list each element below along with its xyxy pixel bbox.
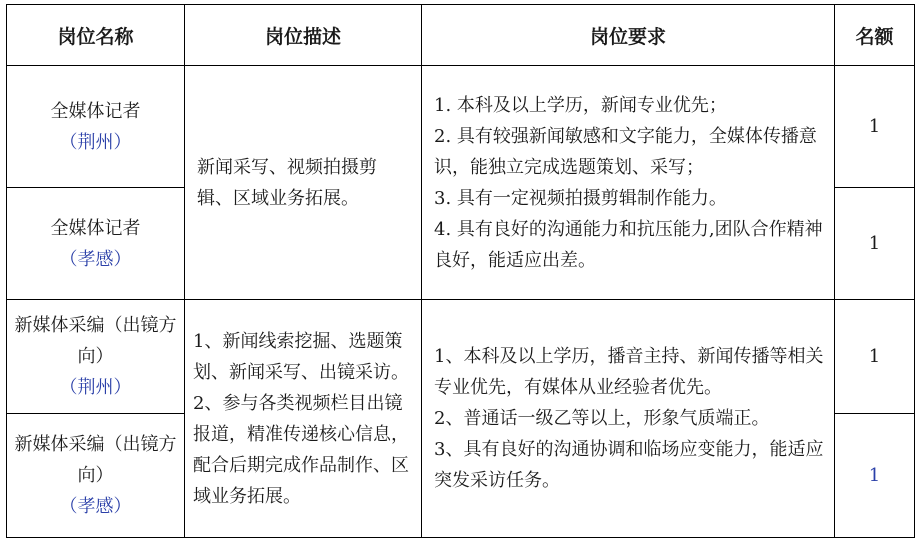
header-count: 名额 (835, 5, 915, 66)
header-row (7, 5, 915, 66)
position-title: 新媒体采编（出镜方向） (14, 315, 177, 367)
position-cell (7, 66, 185, 188)
position-location: （孝感） (59, 248, 132, 270)
table-row (7, 66, 915, 188)
recruitment-table (6, 4, 915, 538)
position-location: （荆州） (59, 131, 132, 153)
requirement-item: 1、本科及以上学历，播音主持、新闻传播等相关专业优先，有媒体从业经验者优先。 (434, 346, 824, 398)
requirement-item: 4. 具有良好的沟通能力和抗压能力,团队合作精神良好，能适应出差。 (434, 218, 823, 271)
requirements-cell (422, 66, 835, 300)
position-title: 全媒体记者 (50, 100, 141, 122)
position-cell (7, 300, 185, 414)
requirements-cell (422, 300, 835, 538)
header-requirements: 岗位要求 (422, 5, 835, 66)
description-cell: 新闻采写、视频拍摄剪辑、区域业务拓展。 (185, 66, 422, 300)
position-cell (7, 188, 185, 300)
count-cell: 1 (835, 188, 915, 300)
requirement-item: 3. 具有一定视频拍摄剪辑制作能力。 (434, 187, 727, 209)
requirement-item: 2. 具有较强新闻敏感和文字能力，全媒体传播意识，能独立完成选题策划、采写； (434, 125, 817, 178)
description-item: 1、新闻线索挖掘、选题策划、新闻采写、出镜采访。 (193, 330, 409, 383)
position-cell (7, 414, 185, 538)
requirement-item: 3、具有良好的沟通协调和临场应变能力，能适应突发采访任务。 (434, 439, 824, 491)
description-item: 2、参与各类视频栏目出镜报道，精准传递核心信息，配合后期完成作品制作、区域业务拓展。 (193, 392, 409, 507)
position-title: 全媒体记者 (50, 217, 141, 239)
description-cell (185, 300, 422, 538)
position-title: 新媒体采编（出镜方向） (14, 434, 177, 486)
position-location: （孝感） (59, 496, 132, 517)
requirement-item: 2、普通话一级乙等以上，形象气质端正。 (434, 408, 770, 429)
position-location: （荆州） (59, 377, 132, 398)
header-description: 岗位描述 (185, 5, 422, 66)
table-row (7, 300, 915, 414)
count-cell: 1 (835, 414, 915, 538)
count-cell: 1 (835, 300, 915, 414)
header-position: 岗位名称 (7, 5, 185, 66)
count-cell: 1 (835, 66, 915, 188)
requirement-item: 1. 本科及以上学历，新闻专业优先； (434, 94, 727, 116)
